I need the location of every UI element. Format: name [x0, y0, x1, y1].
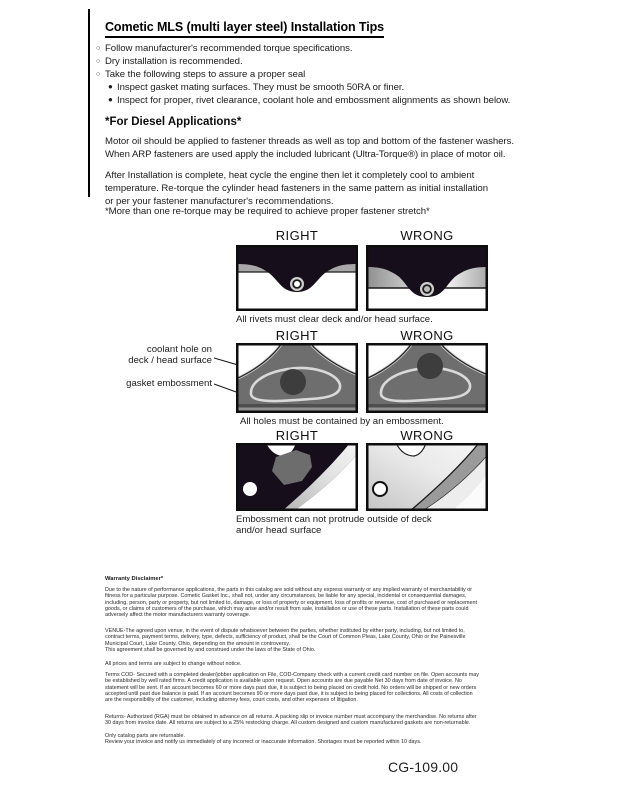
tip-text: Take the following steps to assure a proper seal	[105, 69, 306, 80]
text-line: fitness for a particular purpose. Cometic Gasket Inc., shall not, under any circumstances, be liable for any special, incidental or consequential damages,	[105, 593, 467, 600]
text-line: 30 days from invoice date. All returns are subject to a 25% restocking charge. All custom designed and custom manufactured gaskets are non-returnable.	[105, 720, 471, 727]
text-line: This agreement shall be governed by and construed under the laws of the State of Ohio.	[105, 646, 316, 653]
text-line: When ARP fasteners are used apply the included lubricant (Ultra-Torque®) in place of motor oil.	[105, 149, 506, 160]
text-line: be established by well rated firms. A credit application is available upon request. Open accounts are due payable Net 30 days from date of invoice. No	[105, 678, 462, 685]
tip-text: Dry installation is recommended.	[105, 56, 243, 67]
gasket-embossment-annotation: gasket embossment	[126, 378, 212, 389]
fig1-right-label: RIGHT	[275, 228, 319, 243]
rivet-clear-diagram	[236, 245, 358, 311]
list-item	[96, 68, 510, 81]
coolant-hole-annotation	[90, 344, 212, 366]
text-line: Municipal Court, Lake County, Ohio, depending on the amount in controversy.	[105, 640, 290, 647]
fig1-wrong-label: WRONG	[400, 228, 454, 243]
warranty-paragraph	[105, 672, 479, 703]
open-bullet-icon: ○	[96, 71, 101, 78]
fig2-caption: All holes must be contained by an embossment.	[240, 416, 444, 427]
fig3-right-diagram	[236, 443, 358, 511]
text-line: goods, or claims of customers of the purchase, which may arise and/or result from sale, installation or use of these parts. Installation of these parts could	[105, 605, 469, 612]
warranty-paragraph	[105, 587, 477, 618]
left-margin-rule	[88, 9, 90, 197]
text-line: or per your fastener manufacturer's recommendations.	[105, 196, 334, 207]
filled-bullet-icon: ●	[108, 82, 113, 91]
annotation-line: coolant hole on	[146, 344, 212, 355]
text-line: After Installation is complete, heat cycle the engine then let it completely cool to ambient	[105, 170, 475, 181]
fig3-caption-line1: Embossment can not protrude outside of deck	[236, 514, 432, 525]
embossment-inside-diagram	[236, 443, 358, 511]
hole-contained-diagram	[236, 343, 358, 413]
text-line: are the responsibility of the customer, including attorney fees, court costs, and other expenses of litigation.	[105, 697, 358, 704]
list-item	[108, 81, 510, 94]
text-line: Review your invoice and notify us immediately of any incorrect or inaccurate information. Shortages must be reported within 10 days.	[105, 739, 422, 746]
page-title: Cometic MLS (multi layer steel) Installation Tips	[105, 20, 384, 38]
text-line: Due to the nature of performance applications, the parts in this catalog are sold without any express warranty or any implied warranty of merchantability or	[105, 587, 473, 593]
text-line: adversely affect the motor manufacturers warranty coverage.	[105, 612, 251, 619]
text-line: contract terms, payment terms, delivery, type, defects, sufficiency of product, shall be the Court of Common Pleas, Lake County, Ohio or the Painesville	[105, 634, 466, 641]
diesel-section-heading: *For Diesel Applications*	[105, 116, 242, 128]
text-line: including, person, party or property, but not limited to, damage, or loss of property or equipment, loss of profits or revenue, cost of purchased or replacement	[105, 599, 478, 606]
list-item	[108, 94, 510, 107]
fig3-right-label: RIGHT	[275, 428, 319, 443]
retorque-note: *More than one re-torque may be required to achieve proper fastener stretch*	[105, 206, 430, 217]
text-line: VENUE-The agreed upon venue, in the event of dispute whatsoever between the parties, whether instituted by either party, including, but not limited to,	[105, 628, 465, 634]
page-part-number: CG-109.00	[388, 759, 459, 775]
fig1-right-diagram	[236, 245, 358, 311]
text-line: Only catalog parts are returnable.	[105, 733, 186, 739]
diesel-paragraph-2	[105, 169, 488, 208]
fig3-caption-line2: and/or head surface	[236, 525, 322, 536]
warranty-paragraph	[105, 628, 465, 653]
open-bullet-icon: ○	[96, 45, 101, 52]
filled-bullet-icon: ●	[108, 95, 113, 104]
fig1-wrong-diagram	[366, 245, 488, 311]
hole-outside-diagram	[366, 343, 488, 413]
open-bullet-icon: ○	[96, 58, 101, 65]
fig2-wrong-label: WRONG	[400, 328, 454, 343]
list-item	[96, 42, 510, 55]
text-line: accepted until past due balance is paid. If an account becomes 90 or more days past due, it is subject to being placed for collections. All costs of collection	[105, 690, 473, 697]
rivet-touching-diagram	[366, 245, 488, 311]
text-line: temperature. Re-torque the cylinder head fasteners in the same pattern as initial installation	[105, 183, 488, 194]
text-line: Motor oil should be applied to fastener threads as well as top and bottom of the fastener washers.	[105, 136, 514, 147]
fig2-right-label: RIGHT	[275, 328, 319, 343]
text-line: Terms COD- Secured with a completed dealer/jobber application on File, COD-Company check with a current credit card number on file. Open accounts may	[105, 672, 479, 678]
text-line: Returns- Authorized (RGA) must be obtained in advance on all returns. A packing slip or invoice number must accompany the merchandise. No returns after	[105, 714, 477, 720]
list-item	[96, 55, 510, 68]
warranty-paragraph	[105, 661, 241, 667]
diesel-paragraph-1	[105, 135, 514, 161]
fig2-wrong-diagram	[366, 343, 488, 413]
fig3-wrong-label: WRONG	[400, 428, 454, 443]
installation-tips-list	[96, 42, 510, 107]
warranty-paragraph	[105, 714, 477, 727]
tip-text: Inspect gasket mating surfaces. They must be smooth 50RA or finer.	[117, 82, 405, 93]
warranty-heading: Warranty Disclaimer*	[105, 576, 164, 582]
text-line: statement will be sent. If an account becomes 60 or more days past due, it is subject to being placed on credit hold. No orders will be shipped or new orders	[105, 684, 477, 691]
tip-text: Inspect for proper, rivet clearance, coolant hole and embossment alignments as shown below.	[117, 95, 511, 106]
fig2-right-diagram	[236, 343, 358, 413]
tip-text: Follow manufacturer's recommended torque specifications.	[105, 43, 353, 54]
annotation-line: deck / head surface	[128, 355, 212, 366]
warranty-paragraph	[105, 733, 421, 746]
fig3-wrong-diagram	[366, 443, 488, 511]
embossment-protruding-diagram	[366, 443, 488, 511]
fig1-caption: All rivets must clear deck and/or head surface.	[236, 314, 433, 325]
text-line: All prices and terms are subject to change without notice.	[105, 661, 242, 667]
